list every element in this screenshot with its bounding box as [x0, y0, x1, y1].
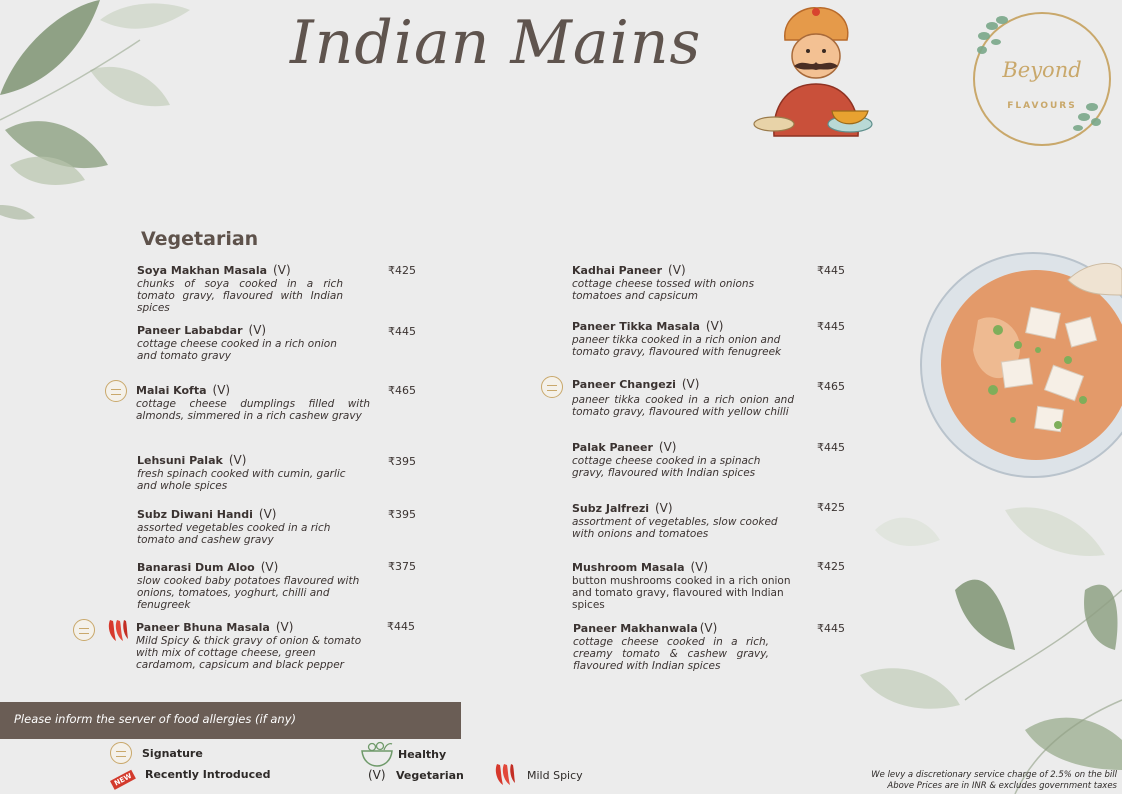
- menu-item: [572, 560, 802, 611]
- legend-recently-introduced-label: Recently Introduced: [145, 768, 271, 781]
- menu-item-name: Palak Paneer (V): [572, 440, 677, 454]
- menu-item-description: paneer tikka cooked in a rich onion and tomato gravy, flavoured with fenugreek: [572, 334, 782, 358]
- page-title: Indian Mains: [290, 8, 702, 78]
- menu-item-price: ₹465: [388, 384, 416, 397]
- menu-item-name: Lehsuni Palak (V): [137, 453, 247, 467]
- menu-item-description: slow cooked baby potatoes flavoured with onions, tomatoes, yoghurt, chilli and fenugreek: [137, 575, 360, 611]
- menu-item: [572, 501, 790, 540]
- new-tag-label: NEW: [110, 770, 136, 790]
- menu-item-name: Paneer Changezi (V): [572, 377, 700, 391]
- menu-item-name: Paneer Tikka Masala (V): [572, 319, 724, 333]
- menu-item-name: Paneer Bhuna Masala (V): [136, 620, 294, 634]
- curry-bowl-illustration: [918, 250, 1122, 480]
- menu-item-name: Paneer Makhanwala (V): [573, 621, 718, 635]
- chilli-icon: [491, 761, 517, 787]
- chilli-icon: [104, 617, 130, 643]
- menu-item: [137, 507, 347, 546]
- menu-item-price: ₹425: [817, 560, 845, 573]
- footnote-line-2: Above Prices are in INR & excludes government taxes: [887, 781, 1117, 791]
- legend-vegetarian-mark: (V): [368, 768, 386, 782]
- menu-item-price: ₹395: [388, 455, 416, 468]
- menu-item-description: button mushrooms cooked in a rich onion and tomato gravy, flavoured with Indian spices: [572, 575, 791, 611]
- menu-item-description: paneer tikka cooked in a rich onion and tomato gravy, flavoured with yellow chilli: [572, 394, 794, 418]
- menu-item-description: chunks of soya cooked in a rich tomato gravy, flavoured with Indian spices: [137, 278, 343, 314]
- menu-item: [137, 263, 343, 314]
- menu-item: [136, 383, 370, 422]
- healthy-bowl-icon: [360, 741, 394, 767]
- menu-item-price: ₹445: [817, 441, 845, 454]
- menu-item-price: ₹445: [817, 622, 845, 635]
- signature-icon: [105, 380, 127, 402]
- menu-item-name: Subz Diwani Handi (V): [137, 507, 277, 521]
- menu-item-name: Banarasi Dum Aloo (V): [137, 560, 279, 574]
- signature-icon: [541, 376, 563, 398]
- allergy-notice-bar: Please inform the server of food allergies (if any): [0, 702, 461, 739]
- menu-item-name: Mushroom Masala (V): [572, 560, 709, 574]
- menu-item-price: ₹395: [388, 508, 416, 521]
- legend-signature-label: Signature: [142, 747, 203, 760]
- menu-item-name: Paneer Lababdar (V): [137, 323, 267, 337]
- menu-item: [137, 560, 365, 611]
- legend-vegetarian-label: Vegetarian: [396, 769, 464, 782]
- new-tag-icon: [110, 770, 132, 790]
- menu-item-price: ₹445: [817, 264, 845, 277]
- section-heading-vegetarian: Vegetarian: [141, 228, 259, 250]
- logo-leaf-sprig: [972, 12, 1112, 142]
- menu-item-description: cottage cheese tossed with onions tomatoes and capsicum: [572, 278, 755, 302]
- leaf-decoration-bottom-right: [855, 470, 1122, 794]
- signature-icon: [110, 742, 132, 764]
- menu-item-name: Subz Jalfrezi (V): [572, 501, 673, 515]
- legend-mild-spicy-label: Mild Spicy: [527, 769, 583, 782]
- menu-item-description: assorted vegetables cooked in a rich tomato and cashew gravy: [137, 522, 331, 546]
- menu-item-description: cottage cheese dumplings filled with almonds, simmered in a rich cashew gravy: [136, 398, 370, 422]
- menu-item-description: cottage cheese cooked in a rich, creamy tomato & cashew gravy, flavoured with Indian spices: [573, 636, 769, 672]
- menu-item-price: ₹425: [388, 264, 416, 277]
- logo-wordmark: Beyond: [1002, 58, 1082, 82]
- service-charge-footnote: [871, 770, 1117, 792]
- menu-item: [572, 377, 794, 418]
- menu-item-price: ₹445: [388, 325, 416, 338]
- menu-item: [573, 621, 769, 672]
- logo-subtext: FLAVOURS: [1007, 101, 1077, 111]
- menu-item: [137, 323, 352, 362]
- chef-illustration: [752, 6, 882, 146]
- menu-item: [572, 263, 782, 302]
- menu-item-description: fresh spinach cooked with cumin, garlic and whole spices: [137, 468, 346, 492]
- menu-item-description: cottage cheese cooked in a spinach gravy, flavoured with Indian spices: [572, 455, 761, 479]
- signature-icon: [73, 619, 95, 641]
- menu-item-description: assortment of vegetables, slow cooked with onions and tomatoes: [572, 516, 778, 540]
- footnote-line-1: We levy a discretionary service charge of 2.5% on the bill: [871, 770, 1117, 780]
- menu-item-name: Malai Kofta (V): [136, 383, 231, 397]
- menu-item: [572, 319, 797, 358]
- menu-item: [137, 453, 357, 492]
- leaf-decoration-top-left: [0, 0, 200, 230]
- menu-item-description: cottage cheese cooked in a rich onion and tomato gravy: [137, 338, 337, 362]
- menu-item-price: ₹465: [817, 380, 845, 393]
- menu-item-name: Kadhai Paneer (V): [572, 263, 686, 277]
- menu-item-price: ₹425: [817, 501, 845, 514]
- menu-item-name: Soya Makhan Masala (V): [137, 263, 291, 277]
- menu-item-price: ₹445: [817, 320, 845, 333]
- menu-item-price: ₹375: [388, 560, 416, 573]
- legend-healthy-label: Healthy: [398, 748, 447, 761]
- menu-item-description: Mild Spicy & thick gravy of onion & tomato with mix of cottage cheese, green cardamom, capsicum and black pepper: [136, 635, 362, 671]
- menu-item: [136, 620, 362, 671]
- menu-item: [572, 440, 782, 479]
- menu-item-price: ₹445: [387, 620, 415, 633]
